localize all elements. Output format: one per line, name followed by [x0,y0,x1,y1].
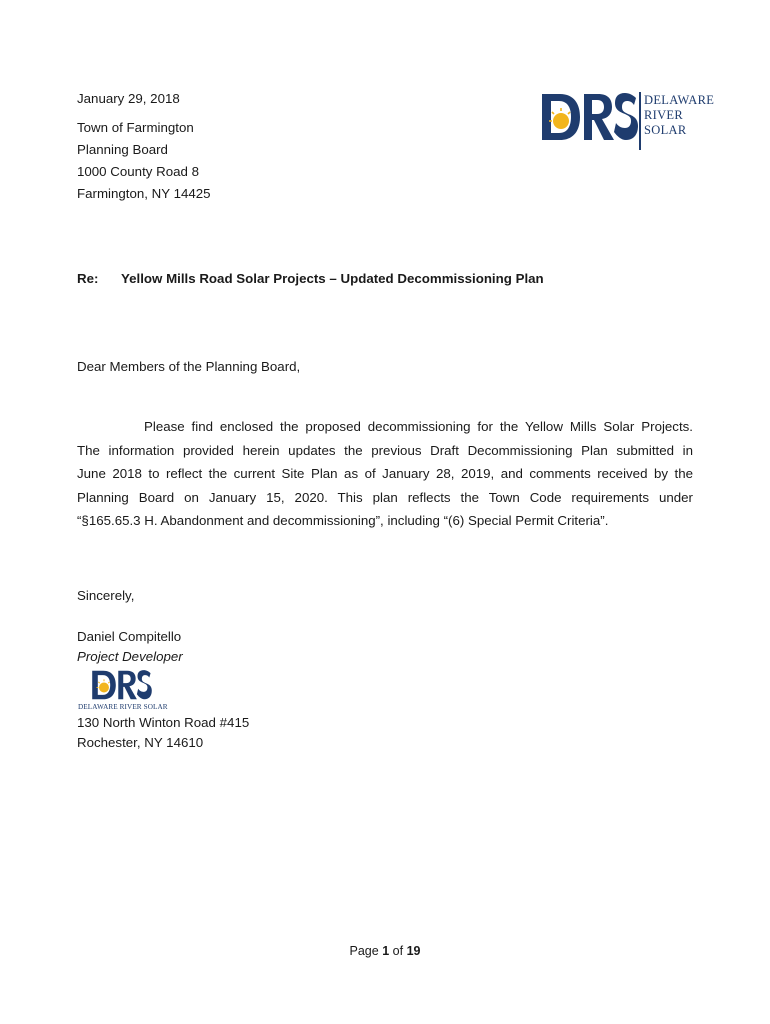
body-line-5: “§165.65.3 H. Abandonment and decommissioning”, including “(6) Special Permit Criteria”. [77,513,609,528]
logo-divider [639,92,641,150]
body-line-1: Please find enclosed the proposed decommissioning for the Yellow Mills Solar Projects. [144,419,693,434]
body-line-2: The information provided herein updates the previous Draft Decommissioning Plan submitted in [77,442,693,458]
page-footer [0,944,770,958]
drs-logo-small-icon [78,667,166,703]
body-line-1-wrap [77,415,693,439]
sender-address-line-2: Rochester, NY 14610 [77,735,204,750]
recipient-line-3: 1000 County Road 8 [77,164,199,179]
logo-small-tagline: DELAWARE RIVER SOLAR [78,703,168,711]
sender-address-line-1: 130 North Winton Road #415 [77,715,250,730]
logo-word-delaware: DELAWARE [644,93,715,107]
logo-word-river: RIVER [644,108,683,122]
closing: Sincerely, [77,588,135,603]
re-label: Re: [77,271,99,286]
salutation: Dear Members of the Planning Board, [77,359,301,374]
body-line-4: Planning Board on January 15, 2020. This plan reflects the Town Code requirements under [77,489,693,505]
letter-date: January 29, 2018 [77,91,180,106]
body-line-3: June 2018 to reflect the current Site Plan as of January 28, 2019, and comments received by the [77,466,693,481]
of-word: of [392,944,404,958]
recipient-line-1: Town of Farmington [77,120,194,135]
recipient-line-4: Farmington, NY 14425 [77,186,211,201]
signer-name: Daniel Compitello [77,629,182,644]
page-current: 1 [382,944,390,958]
logo-word-solar: SOLAR [644,123,687,137]
re-subject: Yellow Mills Road Solar Projects – Updated Decommissioning Plan [121,271,544,286]
drs-logo-header [540,88,715,152]
signer-title: Project Developer [77,649,183,664]
page-word: Page [349,944,379,958]
recipient-line-2: Planning Board [77,142,168,157]
page-total: 19 [406,944,421,958]
body-paragraph [77,415,693,533]
logo-wordmark [644,93,714,138]
drs-logo-letters-icon [540,88,640,146]
drs-logo-signature [78,667,188,713]
